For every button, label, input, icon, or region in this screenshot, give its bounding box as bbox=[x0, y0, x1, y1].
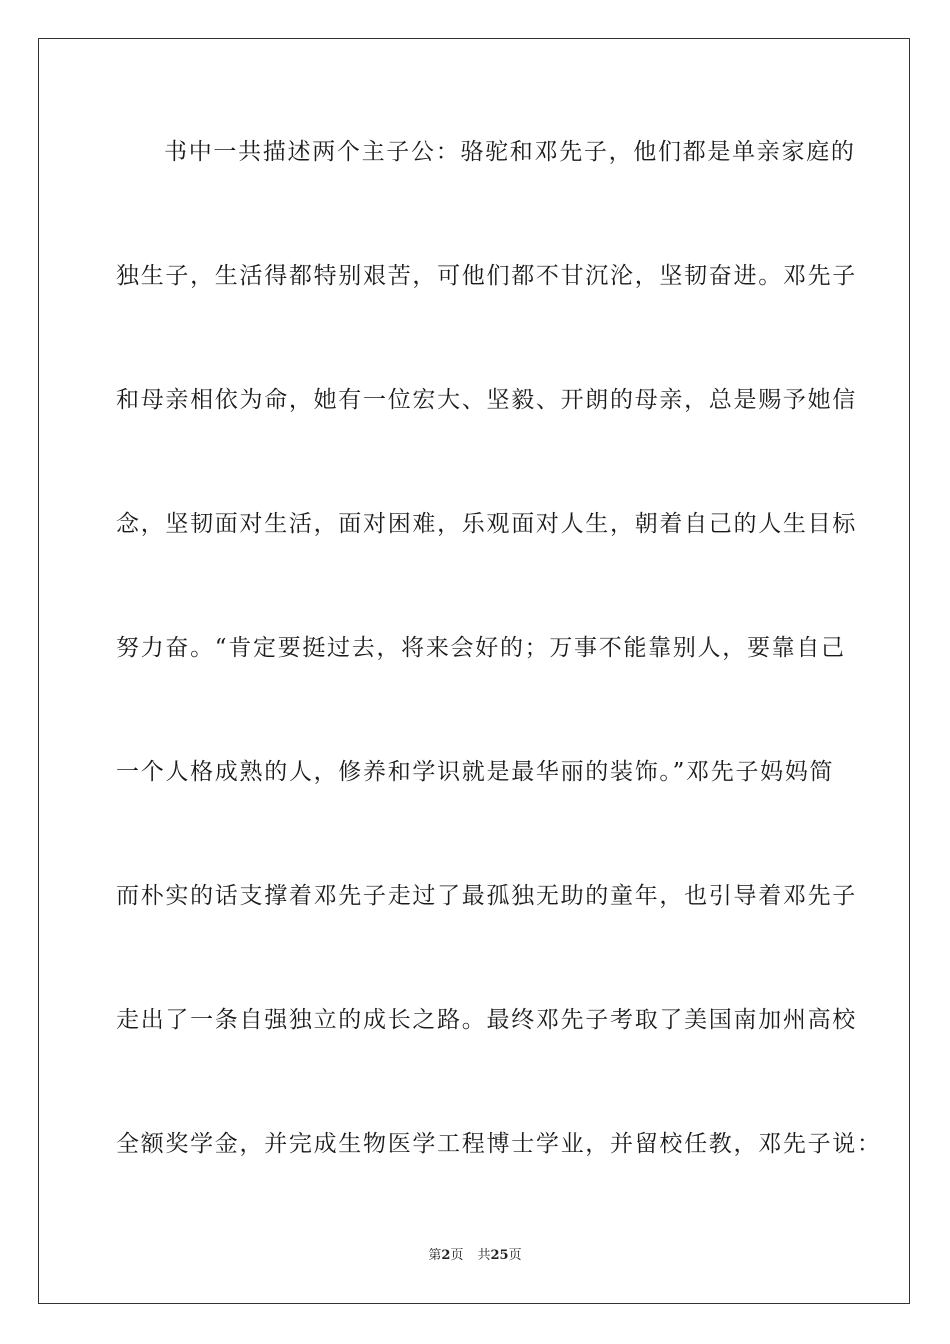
page-footer bbox=[0, 1247, 950, 1265]
paragraph-line-2: 独生子，生活得都特别艰苦，可他们都不甘沉沦，坚韧奋进。邓先子 bbox=[116, 263, 857, 289]
paragraph-line-3: 和母亲相依为命，她有一位宏大、坚毅、开朗的母亲，总是赐予她信 bbox=[116, 387, 857, 413]
total-suffix: 页 bbox=[508, 1248, 522, 1263]
paragraph-line-7: 而朴实的话支撑着邓先子走过了最孤独无助的童年，也引导着邓先子 bbox=[116, 883, 857, 909]
page-number: 2 bbox=[441, 1248, 451, 1263]
paragraph-line-1: 书中一共描述两个主子公：骆驼和邓先子，他们都是单亲家庭的 bbox=[164, 139, 856, 165]
total-prefix: 共 bbox=[477, 1248, 491, 1263]
page-suffix: 页 bbox=[450, 1248, 464, 1263]
page-prefix: 第 bbox=[428, 1248, 442, 1263]
paragraph-line-9: 全额奖学金，并完成生物医学工程博士学业，并留校任教，邓先子说： bbox=[116, 1131, 882, 1157]
page-border bbox=[38, 38, 910, 1304]
paragraph-line-4: 念，坚韧面对生活，面对困难，乐观面对人生，朝着自己的人生目标 bbox=[116, 511, 857, 537]
paragraph-line-6: 一个人格成熟的人，修养和学识就是最华丽的装饰。”邓先子妈妈简 bbox=[116, 759, 835, 785]
total-pages: 25 bbox=[490, 1248, 509, 1263]
paragraph-line-8: 走出了一条自强独立的成长之路。最终邓先子考取了美国南加州高校 bbox=[116, 1007, 857, 1033]
paragraph-line-5: 努力奋。“肯定要挺过去，将来会好的；万事不能靠别人，要靠自己 bbox=[116, 635, 846, 661]
